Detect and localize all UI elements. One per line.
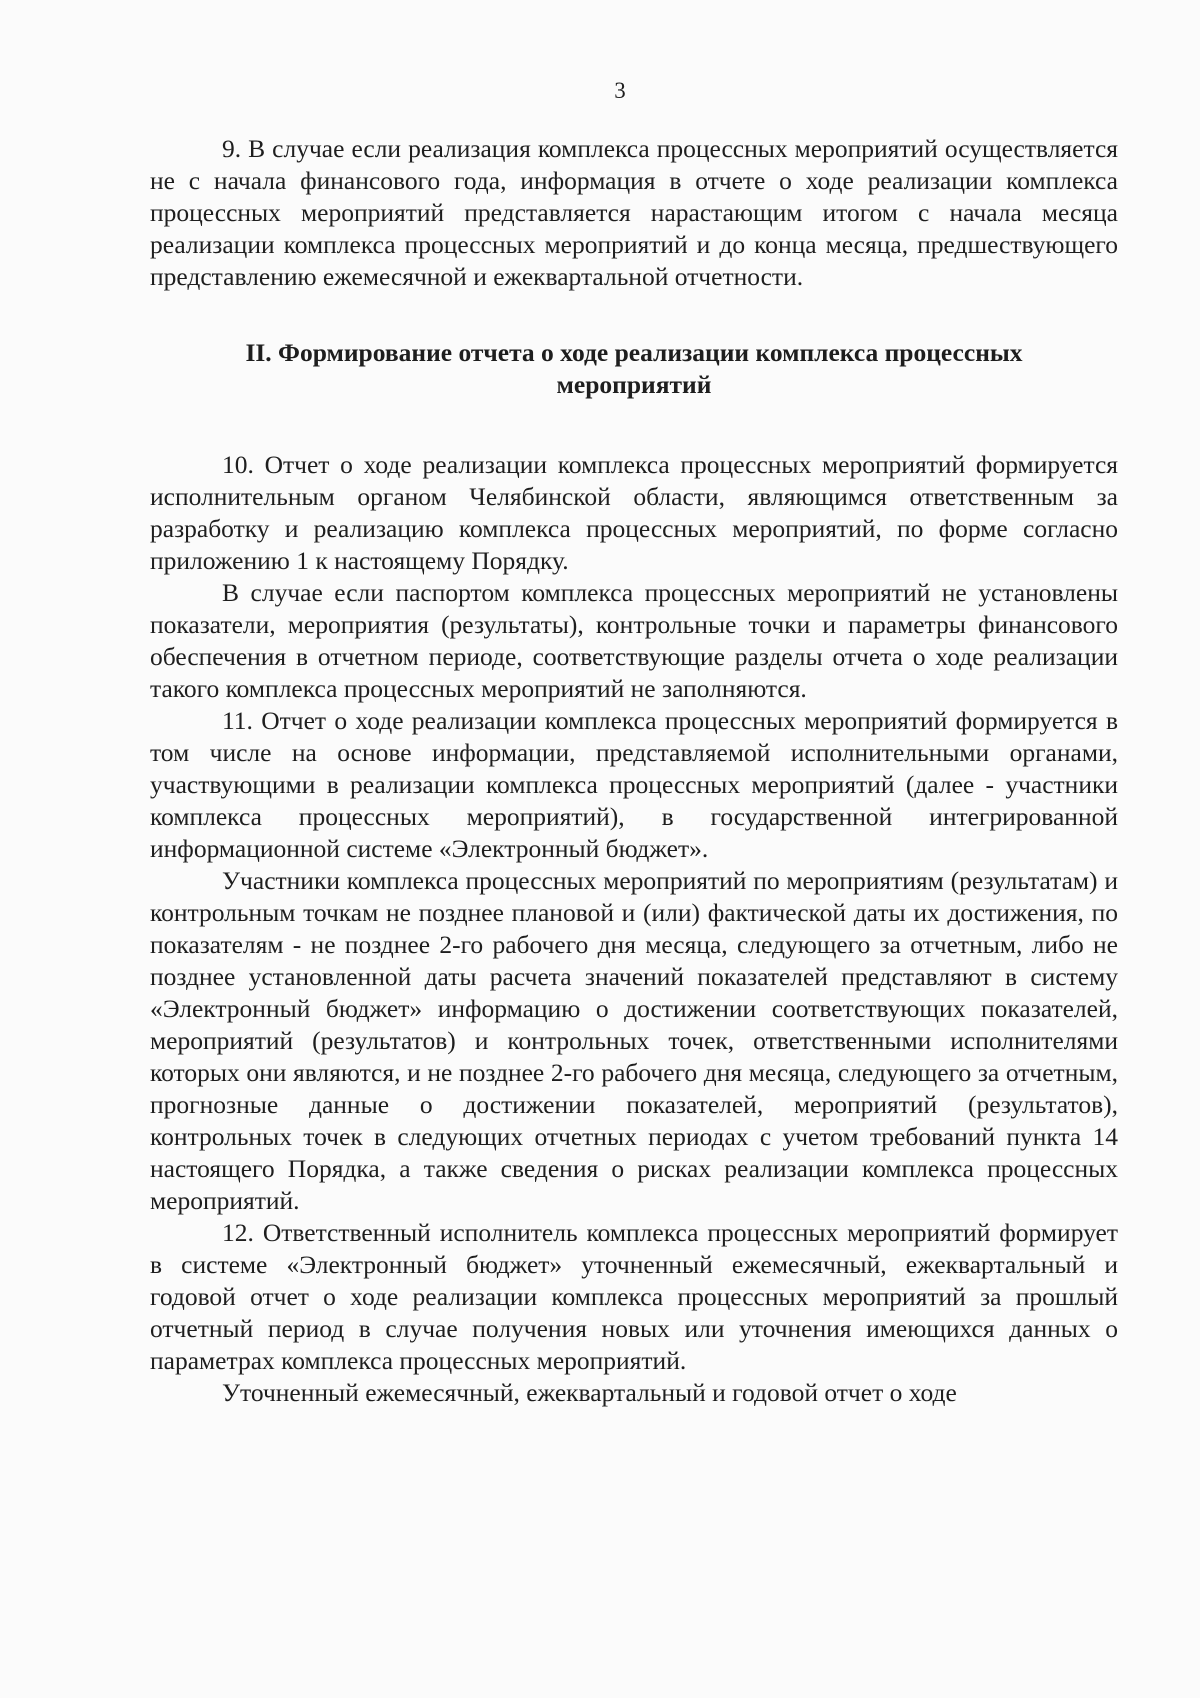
paragraph-12-continuation: Уточненный ежемесячный, ежеквартальный и годовой отчет о ходе: [222, 1378, 957, 1407]
paragraph-10: 10. Отчет о ходе реализации комплекса процессных мероприятий формируется исполнительным органом Челябинской области, являющимся ответственным за разработку и реализацию комплекса процессных мероприятий, по форме согласно приложению 1 к настоящему Порядку.: [150, 450, 1118, 575]
paragraph-12: 12. Ответственный исполнитель комплекса процессных мероприятий формирует в системе «Электронный бюджет» уточненный ежемесячный, ежеквартальный и годовой отчет о ходе реализации комплекса процессных мероприятий за прошлый отчетный период в случае получения новых или уточнения имеющихся данных о параметрах комплекса процессных мероприятий.: [150, 1218, 1118, 1375]
paragraph-9: 9. В случае если реализация комплекса процессных мероприятий осуществляется не с начала финансового года, информация в отчете о ходе реализации комплекса процессных мероприятий представляется нарастающим итогом с начала месяца реализации комплекса процессных мероприятий и до конца месяца, предшествующего представлению ежемесячной и ежеквартальной отчетности.: [150, 134, 1118, 291]
page-number: 3: [614, 78, 626, 103]
paragraph-11: 11. Отчет о ходе реализации комплекса процессных мероприятий формируется в том числе на основе информации, представляемой исполнительными органами, участвующими в реализации комплекса процессных мероприятий (далее - участники комплекса процессных мероприятий), в государственной интегрированной информационной системе «Электронный бюджет».: [150, 706, 1118, 863]
paragraph-11-continuation: Участники комплекса процессных мероприятий по мероприятиям (результатам) и контрольным точкам не позднее плановой и (или) фактической даты их достижения, по показателям - не позднее 2-го рабочего дня месяца, следующего за отчетным, либо не позднее установленной даты расчета значений показателей представляют в систему «Электронный бюджет» информацию о достижении соответствующих показателей, мероприятий (результатов) и контрольных точек, ответственными исполнителями которых они являются, и не позднее 2-го рабочего дня месяца, следующего за отчетным, прогнозные данные о достижении показателей, мероприятий (результатов), контрольных точек в следующих отчетных периодах с учетом требований пункта 14 настоящего Порядка, а также сведения о рисках реализации комплекса процессных мероприятий.: [150, 866, 1118, 1215]
section-heading: II. Формирование отчета о ходе реализации комплекса процессных мероприятий: [245, 338, 1023, 399]
document-body: [150, 133, 1118, 1409]
paragraph-10-continuation: В случае если паспортом комплекса процессных мероприятий не установлены показатели, мероприятия (результаты), контрольные точки и параметры финансового обеспечения в отчетном периоде, соответствующие разделы отчета о ходе реализации такого комплекса процессных мероприятий не заполняются.: [150, 578, 1118, 703]
